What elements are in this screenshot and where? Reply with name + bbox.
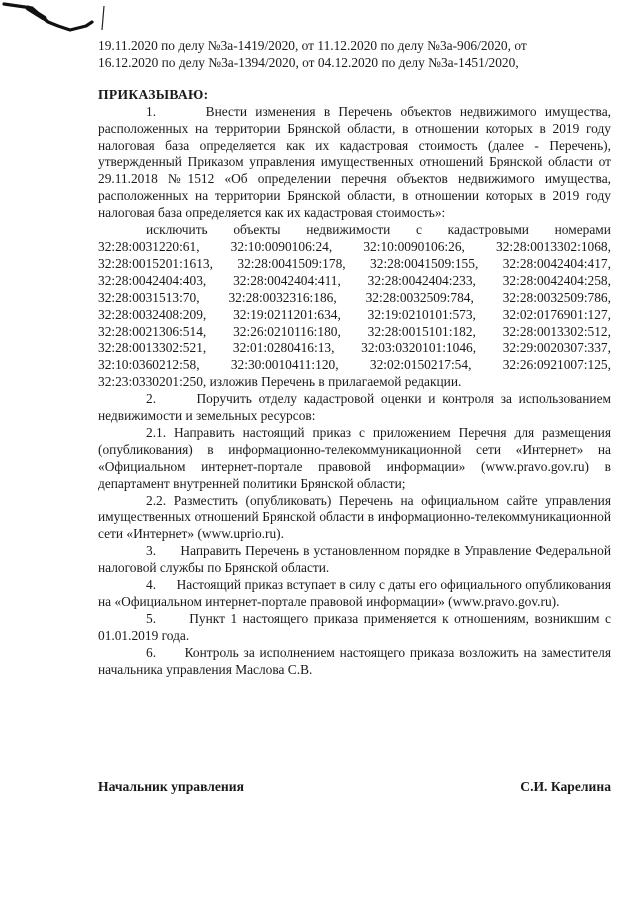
paragraph-2-1: 2.1. Направить настоящий приказ с приложением Перечня для размещения (опубликования) в информационно-телекоммуникационной сети «Интернет» на «Официальном интернет-портале правовой информации» (www.pravo.gov.ru) в департамент внутренней политики Брянской области;	[98, 424, 611, 491]
cadastral-number: 32:28:0032316:186,	[228, 289, 337, 305]
cadastral-number: 32:28:0015201:1613,	[98, 255, 213, 271]
cadastral-row	[98, 290, 611, 307]
paragraph-5: 5. Пункт 1 настоящего приказа применяется к отношениям, возникшим с 01.01.2019 года.	[98, 610, 611, 643]
cadastral-number: 32:03:0320101:1046,	[361, 340, 477, 356]
intro-text-1: 19.11.2020 по делу №3а-1419/2020, от 11.12.2020 по делу №3а-906/2020, от	[98, 38, 527, 53]
cadastral-number: 32:19:0211201:634,	[233, 306, 341, 322]
cadastral-row	[98, 324, 611, 341]
cadastral-row	[98, 357, 611, 374]
cadastral-number: 32:10:0090106:26,	[363, 238, 465, 254]
cadastral-row	[98, 307, 611, 324]
signatory-name: С.И. Карелина	[520, 779, 611, 794]
signature-block	[98, 779, 611, 795]
cadastral-number: 32:30:0010411:120,	[230, 357, 339, 373]
cadastral-number: 32:28:0031220:61,	[98, 238, 200, 254]
intro-line-1	[98, 38, 611, 55]
exclude-word: исключить	[146, 222, 208, 238]
exclude-word: номерами	[554, 222, 611, 238]
exclude-word: объекты	[233, 222, 281, 238]
signatory-title: Начальник управления	[98, 779, 244, 794]
intro-line-2: 16.12.2020 по делу №3а-1394/2020, от 04.12.2020 по делу №3а-1451/2020,	[98, 54, 519, 70]
cadastral-number-list	[98, 239, 611, 374]
cadastral-number: 32:28:0031513:70,	[98, 289, 200, 305]
exclude-line	[98, 222, 611, 239]
cadastral-number: 32:29:0020307:337,	[502, 340, 611, 356]
cadastral-number: 32:28:0013302:1068,	[496, 238, 611, 254]
paragraph-4: 4. Настоящий приказ вступает в силу с даты его официального опубликования на «Официальном интернет-портале правовой информации» (www.pravo.gov.ru).	[98, 577, 611, 609]
paragraph-1: 1. Внести изменения в Перечень объектов недвижимого имущества, расположенных на территории Брянской области, в отношении которых в 2019 году налоговая база определяется как их кадастровая стоимость (далее - Перечень), утвержденный Приказом управления имущественных отношений Брянской области от 29.11.2018 №1512 «Об определении перечня объектов недвижимого имущества, расположенных на территории Брянской области, в отношении которых в 2019 году налоговая база определяется как их кадастровая стоимость»:	[98, 103, 611, 221]
order-heading: ПРИКАЗЫВАЮ:	[98, 86, 209, 102]
cadastral-number: 32:28:0013302:512,	[502, 323, 611, 339]
cadastral-number: 32:28:0032509:786,	[502, 289, 611, 305]
cadastral-row	[98, 340, 611, 357]
cadastral-number: 32:28:0042404:411,	[233, 272, 341, 288]
cadastral-number: 32:10:0360212:58,	[98, 357, 200, 373]
paragraph-2-2: 2.2. Разместить (опубликовать) Перечень на официальном сайте управления имущественных отношений Брянской области в информационно-телекоммуникационной сети «Интернет» (www.uprio.ru).	[98, 492, 611, 542]
cadastral-number: 32:28:0021306:514,	[98, 323, 207, 339]
cadastral-number: 32:28:0032509:784,	[365, 289, 474, 305]
cadastral-row	[98, 256, 611, 273]
cadastral-number: 32:28:0041509:178,	[237, 255, 346, 271]
cadastral-number: 32:28:0042404:403,	[98, 272, 207, 288]
cadastral-number: 32:28:0042404:417,	[502, 255, 611, 271]
cadastral-number: 32:01:0280416:13,	[232, 340, 335, 356]
cadastral-number: 32:26:0921007:125,	[502, 357, 611, 373]
handwritten-mark	[0, 0, 120, 40]
cadastral-number: 32:28:0015101:182,	[367, 323, 476, 339]
cadastral-row	[98, 239, 611, 256]
cadastral-number: 32:28:0013302:521,	[98, 340, 207, 356]
paragraph-2: 2. Поручить отделу кадастровой оценки и контроля за использованием недвижимости и земельных ресурсов:	[98, 391, 611, 424]
exclude-word: кадастровыми	[447, 222, 529, 238]
order-document	[98, 38, 611, 679]
cadastral-last-line: 32:23:0330201:250, изложив Перечень в прилагаемой редакции.	[98, 374, 462, 390]
cadastral-row	[98, 273, 611, 290]
paragraph-3: 3. Направить Перечень в установленном порядке в Управление Федеральной налоговой службы по Брянской области.	[98, 543, 611, 576]
cadastral-number: 32:28:0042404:233,	[367, 272, 476, 288]
cadastral-number: 32:28:0041509:155,	[370, 255, 479, 271]
exclude-word: недвижимости	[306, 222, 391, 238]
exclude-word: с	[416, 222, 422, 238]
cadastral-number: 32:10:0090106:24,	[230, 238, 333, 254]
cadastral-number: 32:02:0150217:54,	[369, 357, 472, 373]
cadastral-number: 32:26:0210116:180,	[233, 323, 341, 339]
cadastral-number: 32:28:0042404:258,	[502, 272, 611, 288]
cadastral-number: 32:02:0176901:127,	[502, 306, 611, 322]
cadastral-number: 32:19:0210101:573,	[367, 306, 476, 322]
cadastral-number: 32:28:0032408:209,	[98, 306, 207, 322]
paragraph-6: 6. Контроль за исполнением настоящего приказа возложить на заместителя начальника управления Маслова С.В.	[98, 644, 611, 677]
